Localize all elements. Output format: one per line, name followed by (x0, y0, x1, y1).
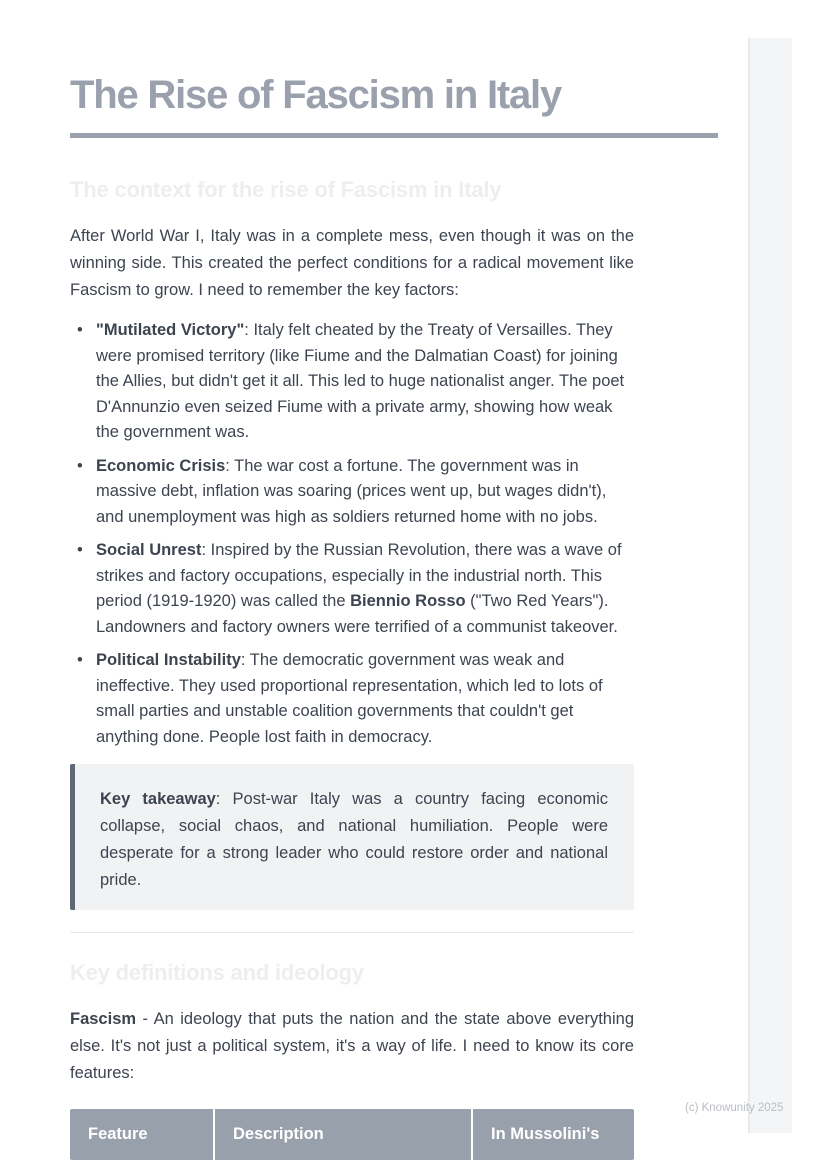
definition-lead: Fascism (70, 1010, 137, 1028)
table-header-description: Description (214, 1109, 472, 1160)
bullet-lead: Social Unrest (96, 541, 202, 559)
bullet-icon: • (77, 651, 83, 669)
features-table (70, 1109, 634, 1160)
bullet-lead: "Mutilated Victory" (96, 321, 245, 339)
title-rule (70, 133, 718, 138)
next-page-edge[interactable] (748, 38, 792, 1133)
table-header-in-mussolinis: In Mussolini's (472, 1109, 634, 1160)
fascism-definition (70, 1006, 634, 1087)
key-takeaway-callout (70, 764, 634, 910)
definition-text: - An ideology that puts the nation and the state above everything else. It's not just a political system, it's a way of life. I need to know its core features: (70, 1010, 634, 1082)
callout-text: : Post-war Italy was a country facing economic collapse, social chaos, and national humiliation. People were desperate for a strong leader who could restore order and national pride. (100, 790, 608, 889)
bullet-icon: • (77, 456, 83, 475)
key-factors-list (70, 318, 634, 750)
bullet-text-tail: ("Two Red Years"). Landowners and factory owners were terrified of a communist takeover. (96, 592, 618, 636)
section-heading-definitions: Key definitions and ideology (70, 960, 364, 985)
table-header-feature: Feature (70, 1109, 214, 1160)
bullet-text: : Italy felt cheated by the Treaty of Versailles. They were promised territory (like Fiume and the Dalmatian Coast) for joining the Allies, but didn't get it all. This led to huge nationalist anger. The poet D'Annunzio even seized Fiume with a private army, showing how weak the government was. (96, 321, 625, 441)
bullet-lead: Economic Crisis (96, 456, 226, 475)
bullet-text: : The democratic government was weak and ineffective. They used proportional representation, which led to lots of small parties and unstable coalition governments that couldn't get anything done. People lost faith in democracy. (96, 651, 603, 746)
bullet-icon: • (77, 321, 83, 339)
section-divider (70, 932, 634, 933)
knowunity-watermark: (c) Knowunity 2025 (685, 1102, 784, 1114)
bullet-icon: • (77, 541, 83, 559)
bullet-text: : Inspired by the Russian Revolution, there was a wave of strikes and factory occupations, especially in the industrial north. This period (1919-1920) was called the (96, 541, 622, 610)
list-item-mutilated-victory (70, 318, 634, 446)
bullet-lead: Political Instability (96, 651, 241, 669)
bullet-inner-bold: Biennio Rosso (350, 592, 466, 610)
list-item-political-instability (70, 648, 634, 750)
page-title: The Rise of Fascism in Italy (70, 73, 562, 117)
list-item-economic-crisis (70, 454, 634, 531)
bullet-text: : The war cost a fortune. The government was in massive debt, inflation was soaring (prices went up, but wages didn't), and unemployment was high as soldiers returned home with no jobs. (96, 456, 607, 526)
intro-paragraph: After World War I, Italy was in a complete mess, even though it was on the winning side. This created the perfect conditions for a radical movement like Fascism to grow. I need to remember the key factors: (70, 227, 634, 299)
list-item-social-unrest (70, 538, 634, 640)
callout-lead: Key takeaway (100, 790, 216, 808)
section-heading-context: The context for the rise of Fascism in Italy (70, 177, 502, 202)
document-page (70, 0, 634, 1160)
table-header-row (70, 1109, 634, 1160)
